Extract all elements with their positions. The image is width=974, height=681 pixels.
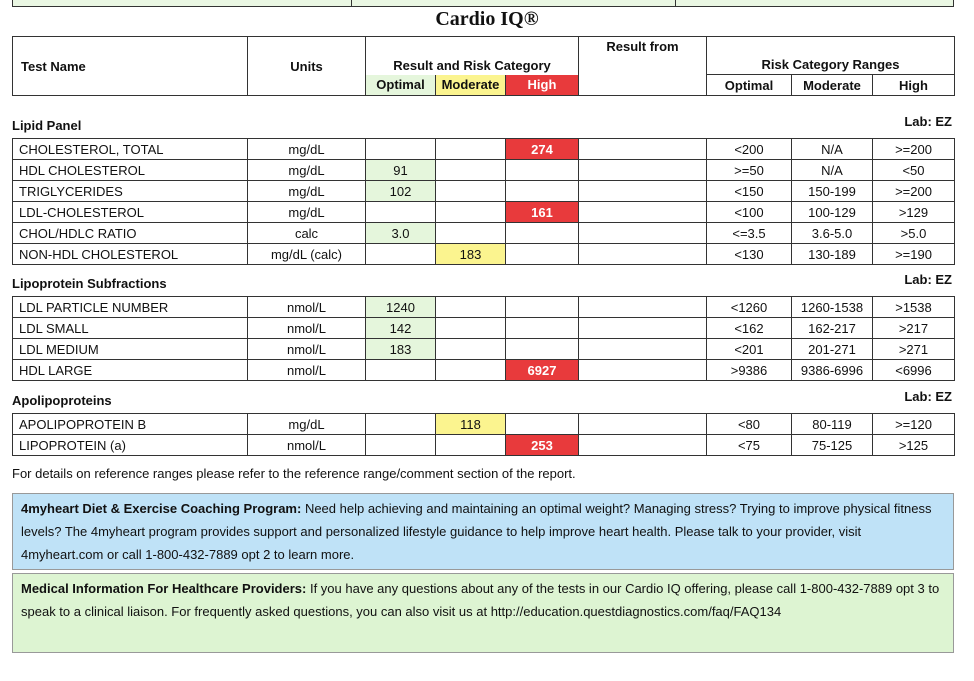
test-name-cell: CHOLESTEROL, TOTAL [13,139,248,160]
range-moderate-cell: 150-199 [792,181,873,202]
result-from-cell [579,244,707,265]
result-from-cell [579,202,707,223]
range-high-cell: >271 [873,339,955,360]
coaching-program-box [12,493,954,570]
moderate-result-cell [436,339,506,360]
optimal-result-cell: 1240 [366,297,436,318]
medical-heading: Medical Information For Healthcare Providers: [21,581,307,596]
range-high-cell: >=190 [873,244,955,265]
column-header [12,36,955,96]
moderate-result-cell [436,297,506,318]
range-optimal-cell: <150 [707,181,792,202]
moderate-result-cell [436,139,506,160]
table-row [13,202,955,223]
result-from-cell [579,414,707,435]
range-moderate-cell: 80-119 [792,414,873,435]
high-result-cell: 161 [506,202,579,223]
optimal-result-cell: 3.0 [366,223,436,244]
range-moderate-cell: N/A [792,160,873,181]
high-result-cell: 274 [506,139,579,160]
optimal-result-cell: 102 [366,181,436,202]
result-from-cell [579,318,707,339]
moderate-result-cell [436,360,506,381]
units-cell: nmol/L [248,339,366,360]
result-from-cell [579,160,707,181]
optimal-result-cell [366,139,436,160]
result-from-cell [579,139,707,160]
header-result-from: Result from [579,37,707,96]
high-result-cell [506,339,579,360]
test-name-cell: LDL-CHOLESTEROL [13,202,248,223]
report-title: Cardio IQ® [435,8,539,30]
table-row [13,339,955,360]
test-name-cell: LIPOPROTEIN (a) [13,435,248,456]
table-row [13,223,955,244]
range-optimal-cell: >=50 [707,160,792,181]
optimal-result-cell [366,244,436,265]
previous-table-edge [12,0,954,7]
units-cell: mg/dL [248,202,366,223]
range-high-cell: >=200 [873,139,955,160]
results-table [12,296,955,381]
section-name: Lipoprotein Subfractions [12,276,167,291]
units-cell: nmol/L [248,435,366,456]
results-table [12,138,955,265]
high-result-cell [506,160,579,181]
header-range-high: High [873,75,955,96]
range-optimal-cell: <200 [707,139,792,160]
range-optimal-cell: <162 [707,318,792,339]
test-name-cell: LDL PARTICLE NUMBER [13,297,248,318]
range-moderate-cell: 162-217 [792,318,873,339]
range-high-cell: >5.0 [873,223,955,244]
section-name: Apolipoproteins [12,393,112,408]
header-risk-category-ranges: Risk Category Ranges [707,37,955,75]
test-name-cell: LDL SMALL [13,318,248,339]
range-optimal-cell: <75 [707,435,792,456]
lab-code: Lab: EZ [904,114,952,129]
range-high-cell: <6996 [873,360,955,381]
high-result-cell [506,297,579,318]
range-moderate-cell: 201-271 [792,339,873,360]
moderate-result-cell [436,202,506,223]
coaching-text: Need help achieving and maintaining an optimal weight? Managing stress? Trying to improve physical fitness levels? The 4myheart program provides support and personalized lifestyle guidance to help improve heart health. Please talk to your provider, visit 4myheart.com or call 1-800-432-7889 opt 2 to learn more. [21,501,932,562]
range-moderate-cell: 100-129 [792,202,873,223]
range-high-cell: >125 [873,435,955,456]
header-units: Units [248,37,366,96]
range-optimal-cell: <=3.5 [707,223,792,244]
high-result-cell [506,244,579,265]
moderate-result-cell [436,160,506,181]
range-moderate-cell: 130-189 [792,244,873,265]
section-title [12,114,954,133]
test-name-cell: HDL LARGE [13,360,248,381]
table-row [13,318,955,339]
optimal-result-cell [366,435,436,456]
optimal-result-cell: 91 [366,160,436,181]
test-name-cell: APOLIPOPROTEIN B [13,414,248,435]
header-optimal: Optimal [366,75,436,96]
table-row [13,360,955,381]
units-cell: mg/dL [248,139,366,160]
section-title [12,272,954,291]
header-high: High [506,75,579,96]
lab-code: Lab: EZ [904,389,952,404]
results-table [12,413,955,456]
high-result-cell: 6927 [506,360,579,381]
table-row [13,244,955,265]
moderate-result-cell: 118 [436,414,506,435]
high-result-cell [506,414,579,435]
range-optimal-cell: <1260 [707,297,792,318]
table-row [13,414,955,435]
table-row [13,160,955,181]
units-cell: mg/dL (calc) [248,244,366,265]
medical-text: If you have any questions about any of the tests in our Cardio IQ offering, please call 1-800-432-7889 opt 3 to speak to a clinical liaison. For frequently asked questions, you can also visit us at http://education.questdiagnostics.com/faq/FAQ134 [21,581,940,619]
range-high-cell: >129 [873,202,955,223]
optimal-result-cell: 142 [366,318,436,339]
range-high-cell: >=120 [873,414,955,435]
units-cell: nmol/L [248,318,366,339]
moderate-result-cell: 183 [436,244,506,265]
table-row [13,297,955,318]
test-name-cell: CHOL/HDLC RATIO [13,223,248,244]
optimal-result-cell [366,202,436,223]
test-name-cell: NON-HDL CHOLESTEROL [13,244,248,265]
result-from-cell [579,360,707,381]
units-cell: nmol/L [248,360,366,381]
high-result-cell: 253 [506,435,579,456]
range-optimal-cell: <130 [707,244,792,265]
range-high-cell: >217 [873,318,955,339]
result-from-cell [579,297,707,318]
moderate-result-cell [436,435,506,456]
range-optimal-cell: <201 [707,339,792,360]
optimal-result-cell [366,414,436,435]
range-moderate-cell: 1260-1538 [792,297,873,318]
range-moderate-cell: 3.6-5.0 [792,223,873,244]
test-name-cell: TRIGLYCERIDES [13,181,248,202]
reference-footnote: For details on reference ranges please refer to the reference range/comment section of the report. [12,466,576,481]
header-result-risk-category: Result and Risk Category [366,37,579,75]
table-row [13,139,955,160]
result-from-cell [579,223,707,244]
coaching-heading: 4myheart Diet & Exercise Coaching Program: [21,501,302,516]
range-moderate-cell: 75-125 [792,435,873,456]
range-high-cell: <50 [873,160,955,181]
range-moderate-cell: N/A [792,139,873,160]
test-name-cell: LDL MEDIUM [13,339,248,360]
units-cell: calc [248,223,366,244]
moderate-result-cell [436,318,506,339]
range-high-cell: >=200 [873,181,955,202]
units-cell: mg/dL [248,414,366,435]
range-moderate-cell: 9386-6996 [792,360,873,381]
range-optimal-cell: >9386 [707,360,792,381]
moderate-result-cell [436,223,506,244]
range-high-cell: >1538 [873,297,955,318]
table-row [13,435,955,456]
result-from-cell [579,339,707,360]
header-range-moderate: Moderate [792,75,873,96]
high-result-cell [506,181,579,202]
lab-code: Lab: EZ [904,272,952,287]
section-name: Lipid Panel [12,118,82,133]
range-optimal-cell: <100 [707,202,792,223]
range-optimal-cell: <80 [707,414,792,435]
moderate-result-cell [436,181,506,202]
result-from-cell [579,181,707,202]
optimal-result-cell [366,360,436,381]
units-cell: mg/dL [248,160,366,181]
header-test-name: Test Name [13,37,248,96]
optimal-result-cell: 183 [366,339,436,360]
high-result-cell [506,223,579,244]
medical-info-box [12,573,954,653]
result-from-cell [579,435,707,456]
header-moderate: Moderate [436,75,506,96]
table-row [13,181,955,202]
header-range-optimal: Optimal [707,75,792,96]
test-name-cell: HDL CHOLESTEROL [13,160,248,181]
units-cell: nmol/L [248,297,366,318]
section-title [12,389,954,408]
units-cell: mg/dL [248,181,366,202]
high-result-cell [506,318,579,339]
